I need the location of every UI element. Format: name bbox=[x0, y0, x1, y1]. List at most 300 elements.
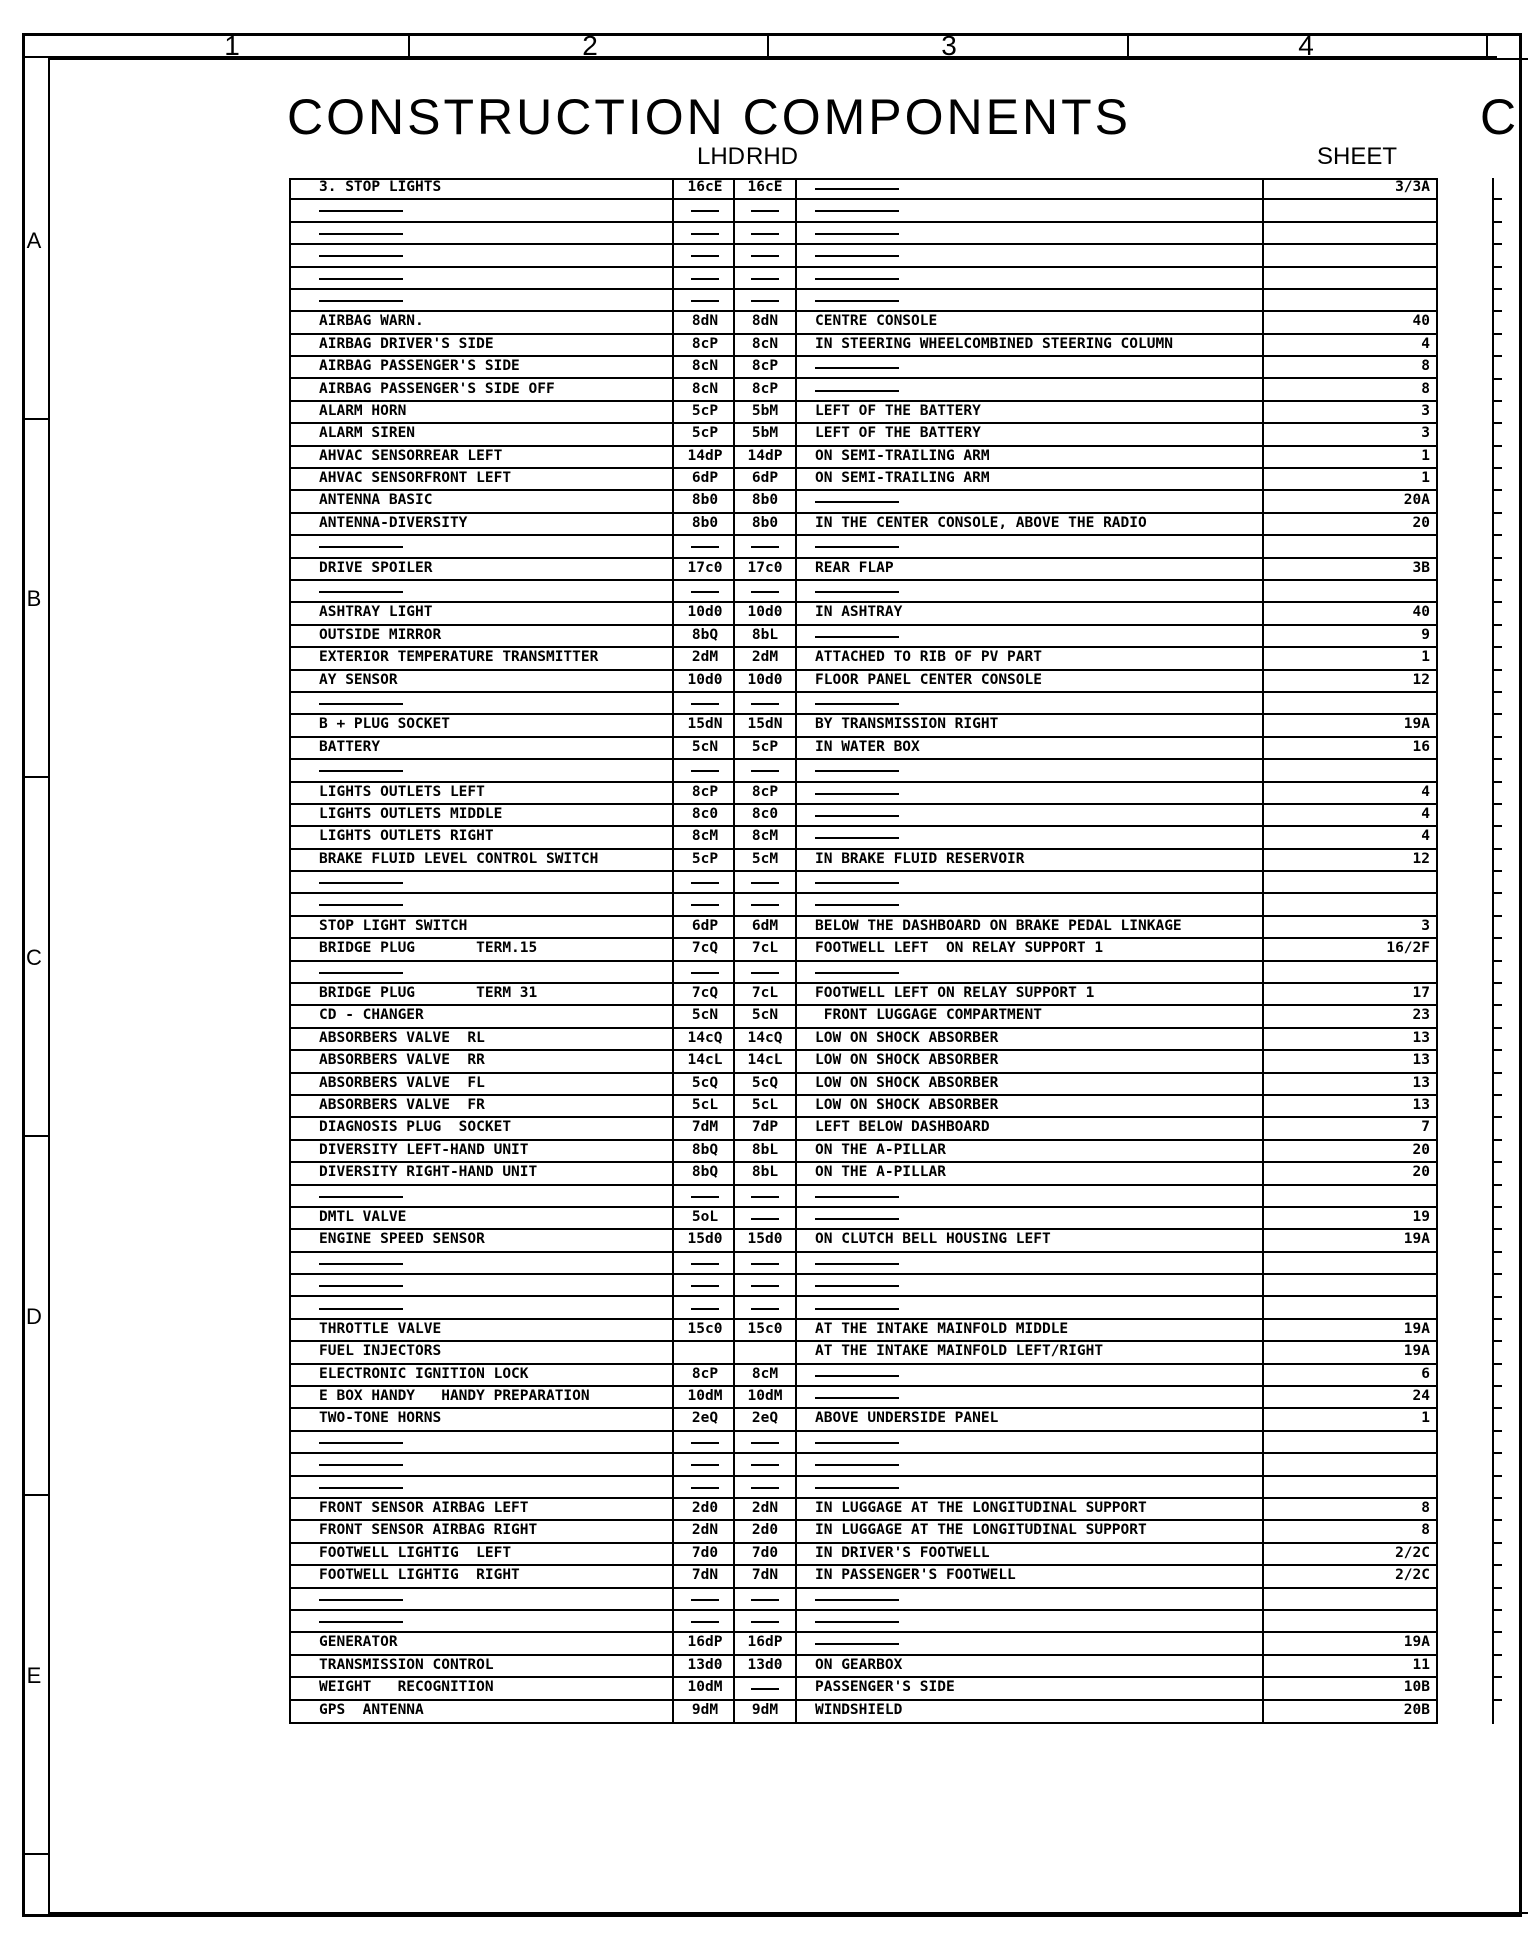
component-name: BRAKE FLUID LEVEL CONTROL SWITCH bbox=[319, 850, 599, 867]
blank-dash bbox=[815, 1397, 899, 1399]
next-table-row-line bbox=[1492, 1609, 1502, 1611]
table-row bbox=[289, 827, 1438, 849]
table-row bbox=[289, 1589, 1438, 1611]
lhd-code: 16cE bbox=[687, 179, 723, 195]
sheet-ref: 40 bbox=[1412, 313, 1430, 330]
next-table-row-line bbox=[1492, 669, 1502, 671]
next-table-row-line bbox=[1492, 266, 1502, 268]
table-row bbox=[289, 603, 1438, 625]
lhd-code: 8bQ bbox=[691, 1164, 719, 1181]
next-table-row-line bbox=[1492, 1475, 1502, 1477]
blank-dash bbox=[751, 300, 779, 302]
sheet-ref: 7 bbox=[1421, 1119, 1430, 1136]
rhd-code: 5cN bbox=[751, 1007, 779, 1024]
component-name: ANTENNA BASIC bbox=[319, 492, 433, 509]
next-table-row-line bbox=[1492, 1273, 1502, 1275]
blank-dash bbox=[319, 233, 403, 235]
blank-dash bbox=[751, 1621, 779, 1623]
next-table-row-line bbox=[1492, 691, 1502, 693]
next-table-row-line bbox=[1492, 1654, 1502, 1656]
table-row bbox=[289, 760, 1438, 782]
next-table-row-line bbox=[1492, 870, 1502, 872]
lhd-code: 10dM bbox=[687, 1679, 723, 1696]
blank-dash bbox=[815, 1308, 899, 1310]
component-name: FOOTWELL LIGHTIG RIGHT bbox=[319, 1567, 520, 1584]
table-row bbox=[289, 290, 1438, 312]
location: CENTRE CONSOLE bbox=[815, 313, 938, 330]
next-table-row-line bbox=[1492, 198, 1502, 200]
table-row bbox=[289, 312, 1438, 334]
sheet-ref: 1 bbox=[1421, 1410, 1430, 1427]
rhd-code: 2dN bbox=[751, 1500, 779, 1516]
next-table-row-line bbox=[1492, 1206, 1502, 1208]
lhd-code: 8c0 bbox=[691, 805, 719, 822]
sheet-ref: 20 bbox=[1412, 1164, 1430, 1181]
lhd-code: 14cQ bbox=[687, 1029, 723, 1046]
sheet-ref: 1 bbox=[1421, 649, 1430, 666]
blank-dash bbox=[815, 793, 899, 795]
blank-dash bbox=[815, 1442, 899, 1444]
blank-dash bbox=[691, 1599, 719, 1601]
blank-dash bbox=[691, 546, 719, 548]
location: FRONT LUGGAGE COMPARTMENT bbox=[815, 1007, 1042, 1024]
blank-dash bbox=[815, 233, 899, 235]
location: IN THE CENTER CONSOLE, ABOVE THE RADIO bbox=[815, 514, 1147, 531]
table-row bbox=[289, 917, 1438, 939]
lhd-code: 7dM bbox=[691, 1119, 719, 1136]
table-row bbox=[289, 1701, 1438, 1723]
blank-dash bbox=[691, 233, 719, 235]
component-name: ALARM HORN bbox=[319, 402, 407, 419]
table-row bbox=[289, 1521, 1438, 1543]
next-table-row-line bbox=[1492, 1184, 1502, 1186]
lhd-code: 7dN bbox=[691, 1567, 719, 1584]
table-row bbox=[289, 536, 1438, 558]
sheet-ref: 20 bbox=[1412, 1141, 1430, 1158]
component-name: AY SENSOR bbox=[319, 671, 398, 688]
next-table-row-line bbox=[1492, 937, 1502, 939]
location: AT THE INTAKE MAINFOLD MIDDLE bbox=[815, 1320, 1069, 1337]
table-row bbox=[289, 514, 1438, 536]
blank-dash bbox=[319, 1196, 403, 1198]
rhd-code: 14dP bbox=[747, 447, 783, 464]
next-table-row-line bbox=[1492, 781, 1502, 783]
location: IN STEERING WHEELCOMBINED STEERING COLUMN bbox=[815, 335, 1173, 352]
location: ON GEARBOX bbox=[815, 1656, 903, 1673]
location: REAR FLAP bbox=[815, 559, 894, 576]
table-row bbox=[289, 872, 1438, 894]
table-row bbox=[289, 984, 1438, 1006]
rhd-code: 7dP bbox=[751, 1119, 779, 1136]
sheet-ref: 1 bbox=[1421, 447, 1430, 464]
table-row bbox=[289, 1275, 1438, 1297]
table-row bbox=[289, 402, 1438, 424]
rhd-code: 5cQ bbox=[751, 1074, 779, 1091]
sheet-ref: 3 bbox=[1421, 917, 1430, 934]
table-row bbox=[289, 1051, 1438, 1073]
lhd-code: 2dN bbox=[691, 1522, 719, 1539]
rhd-code: 8bL bbox=[751, 1164, 779, 1181]
table-row bbox=[289, 357, 1438, 379]
zone-row-label: E bbox=[26, 1663, 42, 1688]
lhd-code: 8cN bbox=[691, 358, 719, 375]
component-name: WEIGHT RECOGNITION bbox=[319, 1679, 494, 1696]
component-name: ELECTRONIC IGNITION LOCK bbox=[319, 1365, 529, 1382]
component-name: 3. STOP LIGHTS bbox=[319, 179, 442, 195]
rhd-code: 8cP bbox=[751, 358, 779, 375]
component-name: LIGHTS OUTLETS LEFT bbox=[319, 783, 485, 800]
sheet-ref: 20 bbox=[1412, 514, 1430, 531]
blank-dash bbox=[751, 1464, 779, 1466]
zone-row-label: A bbox=[26, 228, 42, 253]
location: ON THE A-PILLAR bbox=[815, 1141, 946, 1158]
component-name: AHVAC SENSORFRONT LEFT bbox=[319, 470, 512, 487]
lhd-code: 5cL bbox=[691, 1096, 719, 1113]
lhd-code: 8cN bbox=[691, 380, 719, 397]
rhd-code: 14cL bbox=[747, 1052, 783, 1069]
blank-dash bbox=[815, 390, 899, 392]
lhd-code: 13d0 bbox=[687, 1656, 723, 1673]
sheet-ref: 8 bbox=[1421, 1500, 1430, 1516]
sheet-ref: 19A bbox=[1403, 1320, 1430, 1337]
sheet-ref: 40 bbox=[1412, 604, 1430, 621]
component-name: ANTENNA-DIVERSITY bbox=[319, 514, 468, 531]
location: LOW ON SHOCK ABSORBER bbox=[815, 1074, 999, 1091]
sheet-ref: 19A bbox=[1403, 1343, 1430, 1360]
lhd-code: 7cQ bbox=[691, 940, 719, 957]
location: AT THE INTAKE MAINFOLD LEFT/RIGHT bbox=[815, 1343, 1104, 1360]
component-name: BRIDGE PLUG TERM.15 bbox=[319, 940, 538, 957]
component-name: E BOX HANDY HANDY PREPARATION bbox=[319, 1388, 590, 1405]
rhd-code: 6dP bbox=[751, 470, 779, 487]
table-row bbox=[289, 962, 1438, 984]
sheet-ref: 13 bbox=[1412, 1029, 1430, 1046]
rhd-code: 8cM bbox=[751, 1365, 779, 1382]
table-row bbox=[289, 469, 1438, 491]
next-table-row-line bbox=[1492, 713, 1502, 715]
blank-dash bbox=[319, 591, 403, 593]
blank-dash bbox=[751, 904, 779, 906]
blank-dash bbox=[691, 210, 719, 212]
lhd-code: 15dN bbox=[687, 716, 723, 733]
location: ON SEMI-TRAILING ARM bbox=[815, 470, 990, 487]
next-table-row-line bbox=[1492, 1251, 1502, 1253]
table-row bbox=[289, 1141, 1438, 1163]
blank-dash bbox=[815, 1196, 899, 1198]
table-row bbox=[289, 1253, 1438, 1275]
location: LOW ON SHOCK ABSORBER bbox=[815, 1096, 999, 1113]
lhd-code: 10dM bbox=[687, 1388, 723, 1405]
table-row bbox=[289, 1566, 1438, 1588]
table-row bbox=[289, 1499, 1438, 1521]
rhd-code: 5cM bbox=[751, 850, 779, 867]
blank-dash bbox=[319, 1487, 403, 1489]
blank-dash bbox=[691, 1442, 719, 1444]
next-table-row-line bbox=[1492, 646, 1502, 648]
blank-dash bbox=[691, 255, 719, 257]
blank-dash bbox=[815, 882, 899, 884]
zone-divider bbox=[22, 418, 48, 420]
rhd-code: 14cQ bbox=[747, 1029, 783, 1046]
blank-dash bbox=[691, 1464, 719, 1466]
lhd-code: 8bQ bbox=[691, 626, 719, 643]
zone-divider bbox=[22, 1135, 48, 1137]
table-row bbox=[289, 335, 1438, 357]
component-name: BATTERY bbox=[319, 738, 381, 755]
component-name: DMTL VALVE bbox=[319, 1208, 407, 1225]
next-table-row-line bbox=[1492, 1027, 1502, 1029]
zone-divider bbox=[408, 35, 410, 58]
sheet-header: SHEET bbox=[1317, 143, 1398, 170]
next-table-row-line bbox=[1492, 803, 1502, 805]
component-name: LIGHTS OUTLETS MIDDLE bbox=[319, 805, 503, 822]
blank-dash bbox=[751, 1487, 779, 1489]
next-table-row-line bbox=[1492, 601, 1502, 603]
component-name: B + PLUG SOCKET bbox=[319, 716, 450, 733]
blank-dash bbox=[751, 1218, 779, 1220]
blank-dash bbox=[815, 1621, 899, 1623]
component-name: THROTTLE VALVE bbox=[319, 1320, 442, 1337]
table-row bbox=[289, 1387, 1438, 1409]
blank-dash bbox=[751, 210, 779, 212]
lhd-code: 16dP bbox=[687, 1634, 723, 1651]
component-name: FOOTWELL LIGHTIG LEFT bbox=[319, 1544, 512, 1561]
blank-dash bbox=[751, 233, 779, 235]
next-table-row-line bbox=[1492, 1363, 1502, 1365]
component-name: LIGHTS OUTLETS RIGHT bbox=[319, 828, 494, 845]
zone-divider bbox=[22, 776, 48, 778]
table-row bbox=[289, 850, 1438, 872]
rhd-code: 8cP bbox=[751, 380, 779, 397]
component-name: ABSORBERS VALVE RL bbox=[319, 1029, 485, 1046]
table-row bbox=[289, 1320, 1438, 1342]
blank-dash bbox=[319, 255, 403, 257]
location: IN LUGGAGE AT THE LONGITUDINAL SUPPORT bbox=[815, 1500, 1147, 1516]
component-name: AIRBAG PASSENGER'S SIDE OFF bbox=[319, 380, 555, 397]
blank-dash bbox=[319, 904, 403, 906]
next-table-row-line bbox=[1492, 1139, 1502, 1141]
lhd-code: 8dN bbox=[691, 313, 719, 330]
blank-dash bbox=[319, 210, 403, 212]
next-table-row-line bbox=[1492, 960, 1502, 962]
next-table-row-line bbox=[1492, 1340, 1502, 1342]
location: FOOTWELL LEFT ON RELAY SUPPORT 1 bbox=[815, 985, 1095, 1002]
blank-dash bbox=[815, 770, 899, 772]
component-name: GENERATOR bbox=[319, 1634, 398, 1651]
sheet-ref: 4 bbox=[1421, 828, 1430, 845]
blank-dash bbox=[751, 882, 779, 884]
blank-dash bbox=[319, 1442, 403, 1444]
next-table-row-line bbox=[1492, 355, 1502, 357]
sheet-ref: 24 bbox=[1412, 1388, 1430, 1405]
blank-dash bbox=[751, 1688, 779, 1690]
next-table-row-line bbox=[1492, 467, 1502, 469]
table-row bbox=[289, 559, 1438, 581]
zone-row-label: B bbox=[26, 586, 42, 611]
blank-dash bbox=[751, 1442, 779, 1444]
location: FLOOR PANEL CENTER CONSOLE bbox=[815, 671, 1042, 688]
lhd-code: 8b0 bbox=[691, 492, 719, 509]
blank-dash bbox=[319, 1464, 403, 1466]
rhd-code: 2eQ bbox=[751, 1410, 779, 1427]
sheet-ref: 12 bbox=[1412, 671, 1430, 688]
blank-dash bbox=[319, 278, 403, 280]
table-row bbox=[289, 1432, 1438, 1454]
table-row bbox=[289, 1118, 1438, 1140]
blank-dash bbox=[319, 1599, 403, 1601]
next-table-row-line bbox=[1492, 1318, 1502, 1320]
zone-divider bbox=[1486, 35, 1488, 58]
rhd-code: 15c0 bbox=[747, 1320, 783, 1337]
component-name: FRONT SENSOR AIRBAG RIGHT bbox=[319, 1522, 538, 1539]
rhd-code: 2dM bbox=[751, 649, 779, 666]
location: LOW ON SHOCK ABSORBER bbox=[815, 1052, 999, 1069]
blank-dash bbox=[691, 904, 719, 906]
blank-dash bbox=[691, 882, 719, 884]
component-name: ABSORBERS VALVE FR bbox=[319, 1096, 485, 1113]
sheet-ref: 1 bbox=[1421, 470, 1430, 487]
blank-dash bbox=[319, 882, 403, 884]
component-name: ASHTRAY LIGHT bbox=[319, 604, 433, 621]
next-table-row-line bbox=[1492, 1564, 1502, 1566]
rhd-code: 8bL bbox=[751, 1141, 779, 1158]
zone-row-label: D bbox=[26, 1304, 42, 1329]
next-table-row-line bbox=[1492, 557, 1502, 559]
lhd-code: 5oL bbox=[691, 1208, 719, 1225]
next-table-row-line bbox=[1492, 1676, 1502, 1678]
next-table-row-line bbox=[1492, 221, 1502, 223]
blank-dash bbox=[319, 703, 403, 705]
blank-dash bbox=[815, 188, 899, 190]
lhd-code: 14dP bbox=[687, 447, 723, 464]
component-name: STOP LIGHT SWITCH bbox=[319, 917, 468, 934]
table-row bbox=[289, 223, 1438, 245]
rhd-code: 16dP bbox=[747, 1634, 783, 1651]
table-row bbox=[289, 648, 1438, 670]
component-name: AIRBAG PASSENGER'S SIDE bbox=[319, 358, 520, 375]
component-name: GPS ANTENNA bbox=[319, 1701, 424, 1718]
location: IN WATER BOX bbox=[815, 738, 920, 755]
sheet-ref: 11 bbox=[1412, 1656, 1430, 1673]
component-name: DIVERSITY RIGHT-HAND UNIT bbox=[319, 1164, 538, 1181]
lhd-header: LHD bbox=[697, 143, 746, 170]
blank-dash bbox=[751, 1196, 779, 1198]
lhd-code: 7cQ bbox=[691, 985, 719, 1002]
sheet-ref: 19A bbox=[1403, 1231, 1430, 1248]
next-table-row-line bbox=[1492, 1072, 1502, 1074]
component-name: CD - CHANGER bbox=[319, 1007, 424, 1024]
lhd-code: 8b0 bbox=[691, 514, 719, 531]
lhd-code: 9dM bbox=[691, 1701, 719, 1718]
rhd-code: 8cP bbox=[751, 783, 779, 800]
location: IN ASHTRAY bbox=[815, 604, 903, 621]
next-table-row-line bbox=[1492, 982, 1502, 984]
blank-dash bbox=[691, 1487, 719, 1489]
blank-dash bbox=[815, 1285, 899, 1287]
table-row bbox=[289, 1544, 1438, 1566]
sheet-ref: 13 bbox=[1412, 1096, 1430, 1113]
lhd-code: 2dM bbox=[691, 649, 719, 666]
blank-dash bbox=[815, 815, 899, 817]
table-row bbox=[289, 805, 1438, 827]
next-table-row-line bbox=[1492, 1228, 1502, 1230]
table-row bbox=[289, 424, 1438, 446]
table-row bbox=[289, 783, 1438, 805]
blank-dash bbox=[815, 278, 899, 280]
location: LEFT OF THE BATTERY bbox=[815, 425, 981, 442]
blank-dash bbox=[751, 1263, 779, 1265]
sheet-ref: 2/2C bbox=[1395, 1567, 1430, 1584]
blank-dash bbox=[751, 703, 779, 705]
rhd-header: RHD bbox=[746, 143, 798, 170]
sheet-ref: 19A bbox=[1403, 716, 1430, 733]
blank-dash bbox=[691, 591, 719, 593]
sheet-ref: 13 bbox=[1412, 1052, 1430, 1069]
rhd-code: 5bM bbox=[751, 425, 779, 442]
lhd-code: 8cM bbox=[691, 828, 719, 845]
table-row bbox=[289, 1656, 1438, 1678]
component-name: ALARM SIREN bbox=[319, 425, 416, 442]
table-row bbox=[289, 178, 1438, 200]
blank-dash bbox=[691, 300, 719, 302]
blank-dash bbox=[319, 1263, 403, 1265]
rhd-code: 7d0 bbox=[751, 1544, 779, 1561]
blank-dash bbox=[691, 972, 719, 974]
blank-dash bbox=[815, 1375, 899, 1377]
lhd-code: 14cL bbox=[687, 1052, 723, 1069]
next-table-row-line bbox=[1492, 579, 1502, 581]
rhd-code: 9dM bbox=[751, 1701, 779, 1718]
next-table-row-line bbox=[1492, 378, 1502, 380]
sheet-ref: 20B bbox=[1403, 1701, 1430, 1718]
next-table-row-line bbox=[1492, 1116, 1502, 1118]
location: ABOVE UNDERSIDE PANEL bbox=[815, 1410, 999, 1427]
table-row bbox=[289, 581, 1438, 603]
location: PASSENGER'S SIDE bbox=[815, 1679, 955, 1696]
blank-dash bbox=[319, 1621, 403, 1623]
component-name: ENGINE SPEED SENSOR bbox=[319, 1231, 485, 1248]
table-row bbox=[289, 1208, 1438, 1230]
lhd-code: 6dP bbox=[691, 917, 719, 934]
next-table-row-line bbox=[1492, 1161, 1502, 1163]
blank-dash bbox=[815, 1643, 899, 1645]
rhd-code: 8dN bbox=[751, 313, 779, 330]
sheet-ref: 8 bbox=[1421, 380, 1430, 397]
zone-divider bbox=[1127, 35, 1129, 58]
lhd-code: 7d0 bbox=[691, 1544, 719, 1561]
next-table-row-line bbox=[1492, 400, 1502, 402]
table-row bbox=[289, 380, 1438, 402]
table-row bbox=[289, 1163, 1438, 1185]
table-row bbox=[289, 1477, 1438, 1499]
sheet-ref: 9 bbox=[1421, 626, 1430, 643]
rhd-code: 2d0 bbox=[751, 1522, 779, 1539]
location: IN PASSENGER'S FOOTWELL bbox=[815, 1567, 1016, 1584]
sheet-ref: 23 bbox=[1412, 1007, 1430, 1024]
next-table-row-line bbox=[1492, 512, 1502, 514]
lhd-code: 5cN bbox=[691, 738, 719, 755]
blank-dash bbox=[319, 1308, 403, 1310]
table-row bbox=[289, 1029, 1438, 1051]
lhd-code: 15c0 bbox=[687, 1320, 723, 1337]
table-row bbox=[289, 693, 1438, 715]
blank-dash bbox=[751, 972, 779, 974]
rhd-code: 8c0 bbox=[751, 805, 779, 822]
table-row bbox=[289, 1633, 1438, 1655]
table-row bbox=[289, 268, 1438, 290]
blank-dash bbox=[751, 1308, 779, 1310]
sheet-ref: 3/3A bbox=[1395, 179, 1430, 195]
